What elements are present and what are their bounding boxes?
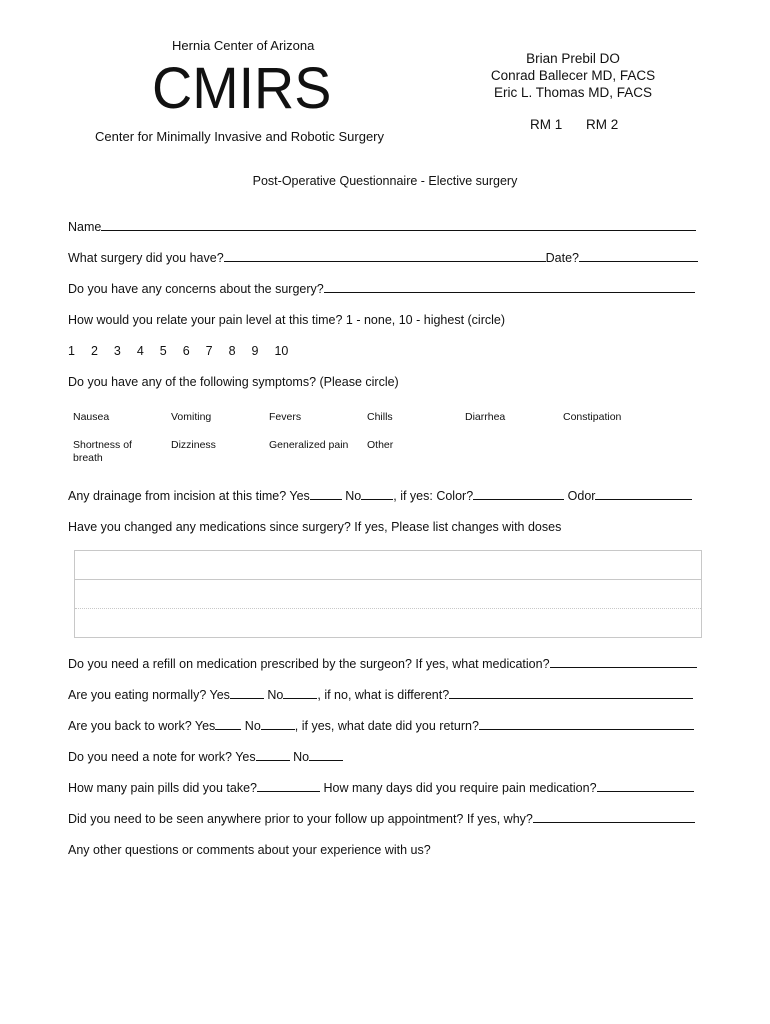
seen-label: Did you need to be seen anywhere prior to your follow up appointment? If yes, why?	[68, 812, 533, 826]
eating-diff-label: , if no, what is different?	[317, 688, 450, 702]
note-no-field[interactable]	[309, 750, 343, 761]
room-options	[530, 117, 638, 132]
doctor-name: Conrad Ballecer MD, FACS	[490, 68, 656, 83]
eating-row	[68, 688, 693, 702]
work-no-field[interactable]	[261, 719, 295, 730]
refill-row	[68, 657, 697, 671]
date-label: Date?	[545, 251, 579, 265]
pain-question: How would you relate your pain level at this time? 1 - none, 10 - highest (circle)	[68, 313, 506, 327]
symptom-option[interactable]: Nausea	[73, 411, 110, 423]
work-date-field[interactable]	[479, 719, 694, 730]
eating-yes-field[interactable]	[230, 688, 264, 699]
symptom-option[interactable]: Diarrhea	[465, 411, 506, 423]
pain-option[interactable]: 1	[68, 344, 75, 358]
pain-option[interactable]: 10	[274, 344, 289, 358]
pain-option[interactable]: 5	[159, 344, 167, 358]
drainage-row	[68, 489, 692, 503]
comments-question: Any other questions or comments about your experience with us?	[68, 843, 431, 857]
seen-row	[68, 812, 695, 826]
medication-table	[74, 550, 702, 638]
work-label: Are you back to work? Yes	[68, 719, 216, 733]
concerns-label: Do you have any concerns about the surgery?	[68, 282, 324, 296]
work-date-label: , if yes, what date did you return?	[294, 719, 479, 733]
surgery-field[interactable]	[224, 251, 546, 262]
eating-label: Are you eating normally? Yes	[68, 688, 230, 702]
note-yes-field[interactable]	[256, 750, 290, 761]
eating-diff-field[interactable]	[449, 688, 693, 699]
drainage-label: Any drainage from incision at this time? Yes	[68, 489, 310, 503]
symptom-option[interactable]: Constipation	[563, 411, 622, 423]
pills-days-field[interactable]	[597, 781, 694, 792]
note-no-label: No	[293, 750, 310, 764]
eating-no-field[interactable]	[283, 688, 317, 699]
symptom-option[interactable]: Dizziness	[171, 439, 216, 451]
pills-field[interactable]	[257, 781, 320, 792]
form-title: Post-Operative Questionnaire - Elective surgery	[252, 174, 518, 188]
symptoms-question: Do you have any of the following symptoms? (Please circle)	[68, 375, 399, 389]
symptom-option[interactable]: Fevers	[269, 411, 302, 423]
medication-row[interactable]	[75, 580, 701, 609]
work-no-label: No	[244, 719, 261, 733]
name-field[interactable]	[101, 220, 696, 231]
surgery-row	[68, 251, 698, 265]
symptom-option[interactable]: Generalized pain	[269, 439, 349, 451]
pain-option[interactable]: 6	[182, 344, 190, 358]
drainage-odor-field[interactable]	[595, 489, 692, 500]
work-row	[68, 719, 694, 733]
date-field[interactable]	[579, 251, 698, 262]
pain-option[interactable]: 3	[113, 344, 121, 358]
drainage-yes-field[interactable]	[310, 489, 342, 500]
room-option[interactable]: RM 2	[586, 117, 619, 132]
note-row	[68, 750, 343, 764]
name-row	[68, 220, 696, 234]
meds-changed-question: Have you changed any medications since surgery? If yes, Please list changes with doses	[68, 520, 562, 534]
medication-row[interactable]	[75, 551, 701, 580]
room-option[interactable]: RM 1	[530, 117, 563, 132]
pain-option[interactable]: 2	[90, 344, 98, 358]
drainage-color-field[interactable]	[473, 489, 564, 500]
concerns-field[interactable]	[324, 282, 695, 293]
medication-row[interactable]	[75, 609, 701, 638]
refill-field[interactable]	[550, 657, 697, 668]
note-label: Do you need a note for work? Yes	[68, 750, 256, 764]
logo: CMIRS	[152, 56, 332, 121]
pain-option[interactable]: 4	[136, 344, 144, 358]
concerns-row	[68, 282, 695, 296]
seen-field[interactable]	[533, 812, 695, 823]
drainage-odor-label: Odor	[567, 489, 596, 503]
org-name: Hernia Center of Arizona	[172, 38, 315, 53]
drainage-no-field[interactable]	[361, 489, 393, 500]
org-subtitle: Center for Minimally Invasive and Robotic Surgery	[95, 129, 385, 144]
symptom-option[interactable]: Shortness of breath	[73, 439, 132, 464]
pain-scale	[68, 344, 301, 358]
eating-no-label: No	[267, 688, 284, 702]
pain-option[interactable]: 9	[251, 344, 259, 358]
pills-label: How many pain pills did you take?	[68, 781, 257, 795]
pills-row	[68, 781, 694, 795]
work-yes-field[interactable]	[215, 719, 241, 730]
pain-option[interactable]: 7	[205, 344, 213, 358]
doctor-name: Brian Prebil DO	[526, 51, 620, 66]
name-label: Name	[68, 220, 102, 234]
surgery-label: What surgery did you have?	[68, 251, 224, 265]
doctor-list	[470, 50, 676, 101]
doctor-name: Eric L. Thomas MD, FACS	[493, 85, 653, 100]
drainage-color-label: , if yes: Color?	[393, 489, 474, 503]
symptom-option[interactable]: Other	[367, 439, 394, 451]
pills-days-label: How many days did you require pain medication?	[320, 781, 597, 795]
symptom-option[interactable]: Vomiting	[171, 411, 212, 423]
drainage-no-label: No	[345, 489, 362, 503]
pain-option[interactable]: 8	[228, 344, 236, 358]
refill-label: Do you need a refill on medication prescribed by the surgeon? If yes, what medication?	[68, 657, 550, 671]
symptom-option[interactable]: Chills	[367, 411, 393, 423]
